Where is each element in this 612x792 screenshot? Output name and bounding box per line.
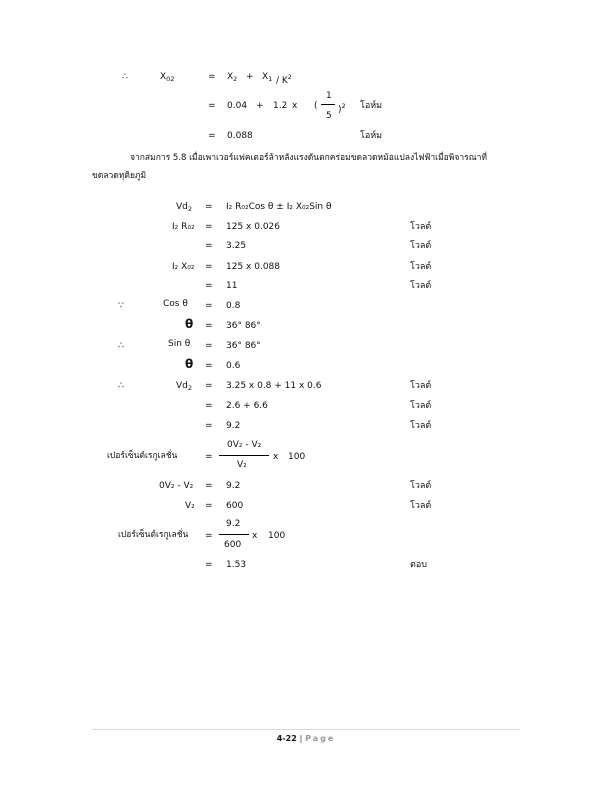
divide-k: / $K^2$	[276, 73, 292, 86]
row-rhs: 3.25 x 0.8 + 11 x 0.6	[226, 381, 322, 391]
page-footer	[0, 734, 612, 743]
value-100: 100	[268, 531, 286, 541]
paragraph-line-2: ขดลวดทุติยภูมิ	[92, 171, 147, 181]
right-paren: )$^2$	[338, 102, 346, 115]
fraction-bar	[321, 104, 335, 105]
percent-regulation-label: เปอร์เซ็นต์เรกูเลชั่น	[118, 530, 189, 540]
equals-sign: =	[205, 361, 213, 371]
plus-sign: +	[246, 72, 254, 82]
footer-separator: |	[299, 734, 303, 743]
equals-sign: =	[205, 241, 213, 251]
times-sign: x	[273, 452, 279, 462]
final-result: 1.53	[226, 560, 247, 570]
equals-sign: =	[205, 501, 213, 511]
equals-sign: =	[205, 531, 213, 541]
row-unit: โวลต์	[410, 222, 432, 232]
unit-ohm: โอห์ม	[360, 101, 383, 111]
row-rhs: 36° 86°	[226, 341, 261, 351]
row-lhs: Sin θ	[168, 339, 191, 349]
therefore-symbol: ∴	[122, 72, 128, 82]
equals-sign: =	[205, 341, 213, 351]
unit-ohm: โอห์ม	[360, 131, 383, 141]
row-unit: โวลต์	[410, 262, 432, 272]
row-rhs: 125 x 0.026	[226, 222, 280, 232]
equals-sign: =	[205, 202, 213, 212]
equals-sign: =	[205, 421, 213, 431]
times-sign: x	[292, 101, 298, 111]
row-rhs: 11	[226, 281, 238, 291]
fraction-bar	[219, 534, 249, 535]
value-0-04: 0.04	[227, 101, 248, 111]
row-unit: โวลต์	[410, 281, 432, 291]
equals-sign: =	[205, 452, 213, 462]
row-lhs: 0V₂ - V₂	[159, 481, 194, 491]
percent-regulation-label: เปอร์เซ็นต์เรกูเลชั่น	[107, 451, 178, 461]
row-lhs: θ	[185, 317, 194, 331]
row-lhs: Cos θ	[163, 299, 188, 309]
equals-sign: =	[205, 321, 213, 331]
therefore-symbol: ∴	[118, 381, 124, 391]
row-unit: โวลต์	[410, 501, 432, 511]
row-rhs: 125 x 0.088	[226, 262, 280, 272]
fraction-numerator: 0V₂ - V₂	[227, 440, 262, 450]
row-lhs: $Vd_2$	[176, 202, 193, 213]
fraction-numerator: 9.2	[226, 519, 241, 529]
equals-sign: =	[205, 222, 213, 232]
answer-label: ตอบ	[410, 560, 427, 570]
left-paren: (	[314, 101, 318, 111]
row-lhs: I₂ X₀₂	[172, 262, 195, 272]
row-lhs: $Vd_2$	[176, 381, 193, 392]
fraction-denominator: 600	[224, 540, 242, 550]
fraction-bar	[219, 455, 269, 456]
equals-sign: =	[208, 131, 216, 141]
because-symbol: ∵	[118, 301, 124, 311]
x02-term: $X_{02}$	[160, 72, 175, 83]
paragraph-line-1: จากสมการ 5.8 เมื่อเพาเวอร์แฟคเตอร์ล้าหลังแรงดันตกคร่อมขดลวดหม้อแปลงไฟฟ้าเมื่อพิจารณาที่	[130, 153, 487, 163]
row-rhs: 2.6 + 6.6	[226, 401, 268, 411]
row-unit: โวลต์	[410, 421, 432, 431]
equals-sign: =	[205, 381, 213, 391]
equals-sign: =	[205, 401, 213, 411]
row-rhs: 600	[226, 501, 244, 511]
equals-sign: =	[208, 72, 216, 82]
x1-term: $X_1$	[262, 72, 273, 83]
therefore-symbol: ∴	[118, 341, 124, 351]
fraction-denominator: V₂	[237, 460, 247, 470]
row-rhs: 9.2	[226, 421, 241, 431]
row-rhs: 36° 86°	[226, 321, 261, 331]
equals-sign: =	[205, 560, 213, 570]
footer-divider	[92, 729, 520, 730]
row-rhs: 3.25	[226, 241, 247, 251]
page-word: Page	[305, 734, 336, 743]
equals-sign: =	[205, 301, 213, 311]
row-rhs: 9.2	[226, 481, 241, 491]
row-rhs: 0.6	[226, 361, 241, 371]
page-number: 4-22	[276, 734, 297, 743]
row-rhs: I₂ R₀₂Cos θ ± I₂ X₀₂Sin θ	[226, 202, 332, 212]
equals-sign: =	[205, 281, 213, 291]
row-lhs: θ	[185, 357, 194, 371]
fraction-denominator: 5	[326, 111, 332, 121]
value-100: 100	[288, 452, 306, 462]
equals-sign: =	[205, 481, 213, 491]
row-lhs: I₂ R₀₂	[172, 222, 195, 232]
row-unit: โวลต์	[410, 401, 432, 411]
times-sign: x	[252, 531, 258, 541]
fraction-numerator: 1	[326, 91, 332, 101]
x2-term: $X_2$	[227, 72, 238, 83]
row-unit: โวลต์	[410, 381, 432, 391]
row-lhs: V₂	[185, 501, 195, 511]
equals-sign: =	[205, 262, 213, 272]
equals-sign: =	[208, 101, 216, 111]
row-unit: โวลต์	[410, 481, 432, 491]
plus-sign: +	[256, 101, 264, 111]
row-rhs: 0.8	[226, 301, 241, 311]
value-0-088: 0.088	[227, 131, 253, 141]
value-1-2: 1.2	[273, 101, 288, 111]
row-unit: โวลต์	[410, 241, 432, 251]
